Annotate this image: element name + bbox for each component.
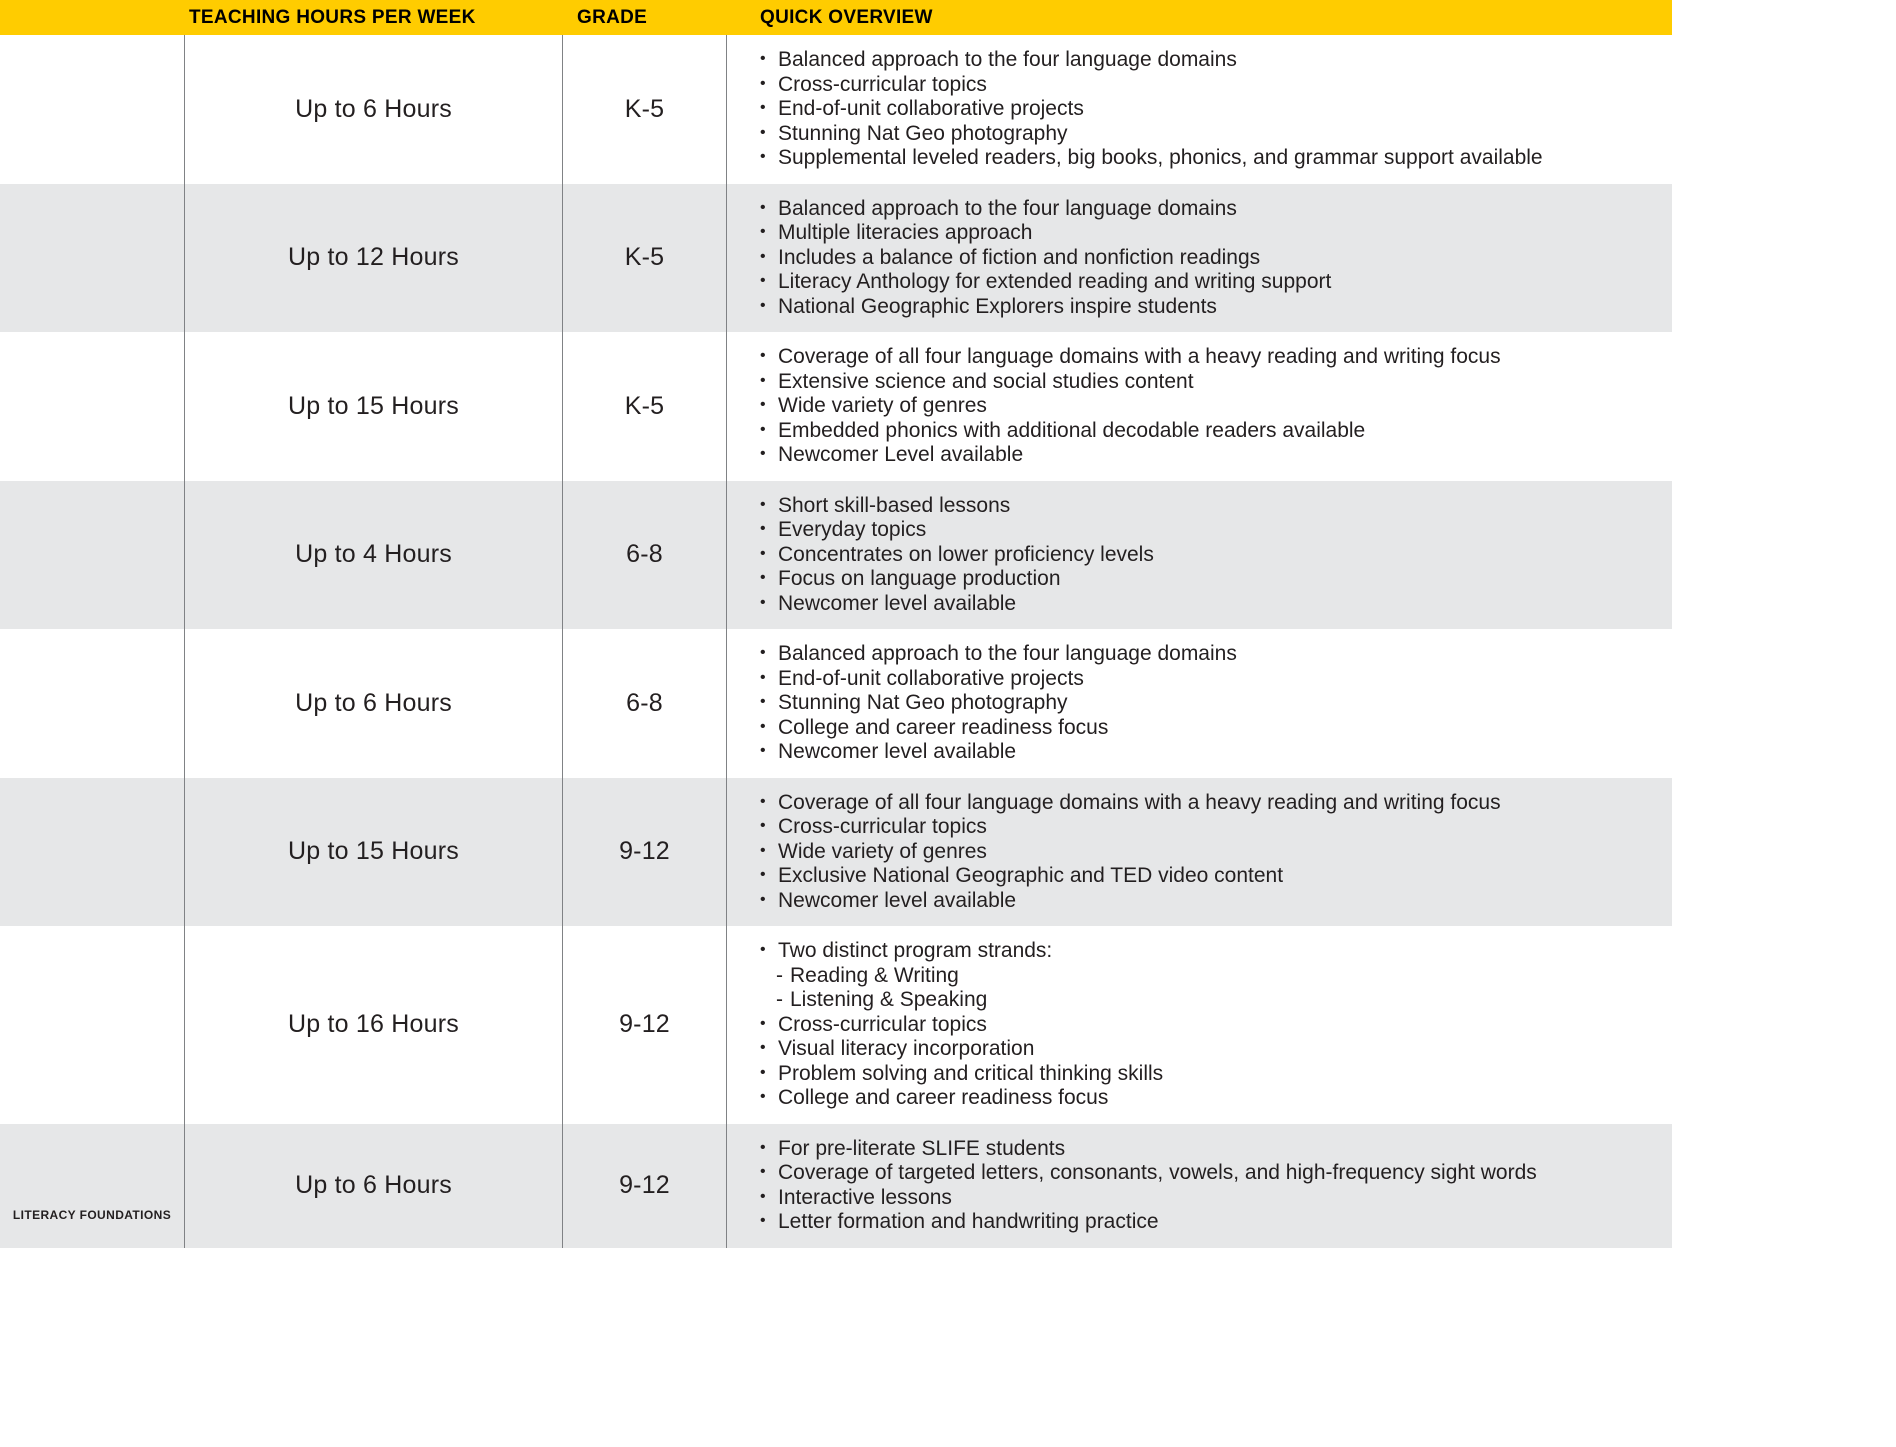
overview-bullet-list — [760, 642, 1662, 765]
grade-value: 9-12 — [619, 1171, 670, 1199]
overview-bullet-item: • Short skill-based lessons — [760, 494, 1662, 519]
overview-bullet-item: • Coverage of targeted letters, consonants, vowels, and high-frequency sight words — [760, 1161, 1662, 1186]
cell-program — [0, 778, 185, 927]
overview-bullet-item: • Wide variety of genres — [760, 394, 1662, 419]
grade-value: K-5 — [624, 391, 665, 420]
table-body — [0, 35, 1672, 1248]
overview-bullet-list — [760, 345, 1662, 468]
overview-bullet-item: • Interactive lessons — [760, 1186, 1662, 1211]
overview-bullet-item: • Literacy Anthology for extended reading and writing support — [760, 270, 1662, 295]
teaching-hours-value: Up to 16 Hours — [288, 1010, 459, 1039]
overview-bullet-item: • Includes a balance of fiction and nonfiction readings — [760, 246, 1662, 271]
table-row — [0, 332, 1672, 481]
cell-grade — [563, 629, 727, 778]
overview-bullet-list — [760, 494, 1662, 617]
cell-quick-overview — [727, 629, 1672, 778]
teaching-hours-value: Up to 12 Hours — [288, 243, 459, 272]
overview-bullet-item: • End-of-unit collaborative projects — [760, 97, 1662, 122]
teaching-hours-value: Up to 15 Hours — [288, 391, 459, 420]
overview-bullet-item: • Cross-curricular topics — [760, 1013, 1662, 1038]
cell-grade — [563, 1124, 727, 1248]
overview-bullet-item: • Two distinct program strands: — [760, 939, 1662, 964]
cell-program — [0, 926, 185, 1124]
cell-grade — [563, 481, 727, 630]
table-row — [0, 184, 1672, 333]
table-row — [0, 1124, 1672, 1248]
overview-bullet-item: • Visual literacy incorporation — [760, 1037, 1662, 1062]
teaching-hours-value: Up to 4 Hours — [295, 540, 452, 569]
cell-quick-overview — [727, 926, 1672, 1124]
grade-value: 9-12 — [619, 1010, 670, 1039]
cell-quick-overview — [727, 35, 1672, 184]
grade-value: 9-12 — [619, 837, 670, 866]
overview-bullet-item: • College and career readiness focus — [760, 716, 1662, 741]
overview-bullet-item: • Supplemental leveled readers, big books, phonics, and grammar support available — [760, 146, 1662, 171]
cell-quick-overview — [727, 184, 1672, 333]
teaching-hours-value: Up to 6 Hours — [295, 1171, 452, 1199]
overview-bullet-item: • Newcomer level available — [760, 740, 1662, 765]
cell-teaching-hours — [185, 778, 563, 927]
overview-bullet-item: • Coverage of all four language domains with a heavy reading and writing focus — [760, 345, 1662, 370]
cell-program — [0, 332, 185, 481]
overview-bullet-item: • Stunning Nat Geo photography — [760, 691, 1662, 716]
cell-grade — [563, 332, 727, 481]
table-row — [0, 35, 1672, 184]
cell-grade — [563, 778, 727, 927]
grade-value: K-5 — [624, 243, 665, 272]
overview-bullet-list — [760, 48, 1662, 171]
table-row — [0, 926, 1672, 1124]
overview-bullet-item: • Wide variety of genres — [760, 840, 1662, 865]
cell-teaching-hours — [185, 332, 563, 481]
overview-bullet-item: • Newcomer level available — [760, 592, 1662, 617]
table-row — [0, 629, 1672, 778]
overview-bullet-item: • Exclusive National Geographic and TED video content — [760, 864, 1662, 889]
column-header-grade: GRADE — [577, 7, 648, 28]
cell-quick-overview — [727, 778, 1672, 927]
overview-bullet-item: • Embedded phonics with additional decodable readers available — [760, 419, 1662, 444]
teaching-hours-value: Up to 15 Hours — [288, 837, 459, 866]
overview-bullet-item: • Extensive science and social studies content — [760, 370, 1662, 395]
overview-bullet-item: • Letter formation and handwriting practice — [760, 1210, 1662, 1235]
overview-bullet-item: • Stunning Nat Geo photography — [760, 122, 1662, 147]
column-header-teaching-hours: TEACHING HOURS PER WEEK — [189, 7, 476, 28]
cell-teaching-hours — [185, 35, 563, 184]
grade-value: 6-8 — [626, 540, 663, 569]
overview-bullet-item: • Everyday topics — [760, 518, 1662, 543]
cell-grade — [563, 926, 727, 1124]
overview-bullet-item: • Balanced approach to the four language domains — [760, 48, 1662, 73]
overview-bullet-item: • Multiple literacies approach — [760, 221, 1662, 246]
overview-bullet-item: • Cross-curricular topics — [760, 815, 1662, 840]
cell-quick-overview — [727, 332, 1672, 481]
overview-bullet-item: • Balanced approach to the four language domains — [760, 642, 1662, 667]
overview-bullet-item: • Problem solving and critical thinking skills — [760, 1062, 1662, 1087]
overview-bullet-item: • Concentrates on lower proficiency levels — [760, 543, 1662, 568]
cell-program — [0, 629, 185, 778]
column-header-quick-overview: QUICK OVERVIEW — [760, 7, 933, 28]
cell-teaching-hours — [185, 1124, 563, 1248]
cell-program — [0, 184, 185, 333]
overview-bullet-item: • Coverage of all four language domains with a heavy reading and writing focus — [760, 791, 1662, 816]
overview-bullet-list — [760, 197, 1662, 320]
cell-teaching-hours — [185, 481, 563, 630]
overview-bullet-item: • Focus on language production — [760, 567, 1662, 592]
cell-program — [0, 481, 185, 630]
cell-program — [0, 1124, 185, 1248]
overview-bullet-item: • Cross-curricular topics — [760, 73, 1662, 98]
overview-bullet-item: • Balanced approach to the four language domains — [760, 197, 1662, 222]
overview-bullet-item: - Listening & Speaking — [760, 988, 1662, 1013]
overview-bullet-list — [760, 939, 1662, 1111]
table-row — [0, 481, 1672, 630]
overview-bullet-item: • Newcomer level available — [760, 889, 1662, 914]
overview-bullet-item: • Newcomer Level available — [760, 443, 1662, 468]
overview-bullet-item: • College and career readiness focus — [760, 1086, 1662, 1111]
overview-bullet-item: • End-of-unit collaborative projects — [760, 667, 1662, 692]
teaching-hours-value: Up to 6 Hours — [295, 94, 452, 123]
cell-teaching-hours — [185, 184, 563, 333]
cell-program — [0, 35, 185, 184]
overview-bullet-item: - Reading & Writing — [760, 964, 1662, 989]
teaching-hours-value: Up to 6 Hours — [295, 688, 452, 717]
overview-bullet-list — [760, 791, 1662, 914]
table-header-row — [0, 0, 1672, 35]
cell-teaching-hours — [185, 629, 563, 778]
overview-bullet-item: • National Geographic Explorers inspire students — [760, 295, 1662, 320]
grade-value: K-5 — [624, 94, 665, 123]
table-row — [0, 778, 1672, 927]
overview-bullet-list — [760, 1137, 1662, 1235]
grade-value: 6-8 — [626, 688, 663, 717]
cell-quick-overview — [727, 481, 1672, 630]
program-name-label: LITERACY FOUNDATIONS — [12, 1207, 172, 1222]
cell-quick-overview — [727, 1124, 1672, 1248]
cell-teaching-hours — [185, 926, 563, 1124]
cell-grade — [563, 184, 727, 333]
cell-grade — [563, 35, 727, 184]
overview-bullet-item: • For pre-literate SLIFE students — [760, 1137, 1662, 1162]
